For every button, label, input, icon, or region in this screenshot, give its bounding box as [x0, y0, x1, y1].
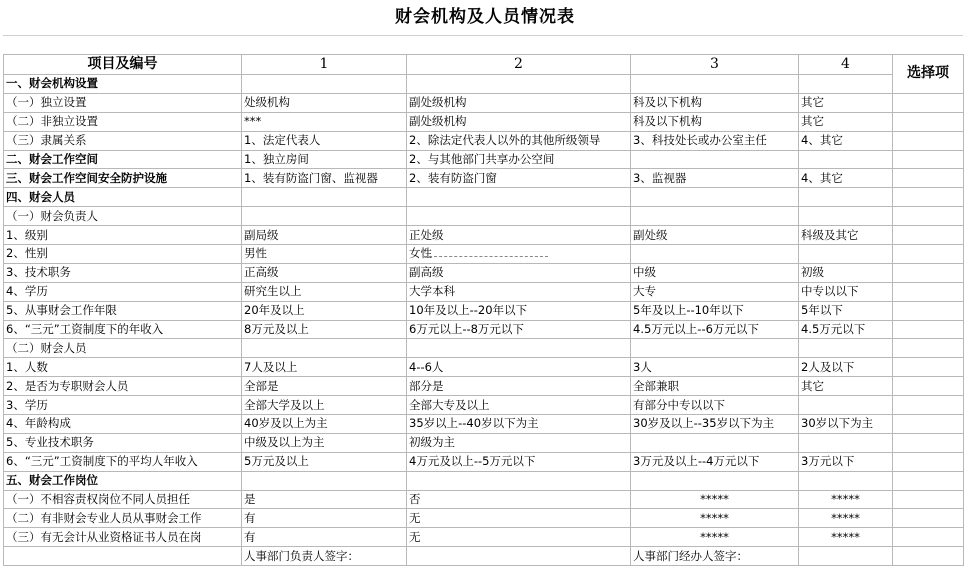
- option-cell-4[interactable]: 3万元以下: [799, 452, 893, 471]
- row-label-cell[interactable]: 5、从事财会工作年限: [4, 301, 242, 320]
- table-row: [4, 150, 964, 169]
- row-label-cell[interactable]: （三）隶属关系: [4, 131, 242, 150]
- option-cell-2[interactable]: 副处级机构: [407, 93, 631, 112]
- option-cell-3[interactable]: [631, 471, 799, 490]
- select-cell[interactable]: [893, 150, 964, 169]
- option-cell-3[interactable]: 3、科技处长或办公室主任: [631, 131, 799, 150]
- option-cell-2[interactable]: 正处级: [407, 226, 631, 245]
- table-row: [4, 207, 964, 226]
- row-label-cell[interactable]: 一、财会机构设置: [4, 75, 242, 94]
- option-cell-1[interactable]: [242, 75, 407, 94]
- table-row: [4, 528, 964, 547]
- header-row: [4, 55, 964, 75]
- row-label-cell[interactable]: （一）独立设置: [4, 93, 242, 112]
- option-cell-3[interactable]: *****: [631, 528, 799, 547]
- option-cell-3[interactable]: [631, 150, 799, 169]
- hr-head-signature-label: 人事部门负责人签字：: [242, 547, 407, 566]
- data-table: [3, 54, 964, 566]
- header-select[interactable]: 选择项: [893, 55, 964, 94]
- select-cell[interactable]: [893, 320, 964, 339]
- select-cell[interactable]: [893, 131, 964, 150]
- option-cell-2[interactable]: 初级为主: [407, 433, 631, 452]
- option-cell-1[interactable]: 20年及以上: [242, 301, 407, 320]
- option-cell-1[interactable]: 8万元及以上: [242, 320, 407, 339]
- option-cell-2[interactable]: 女性: [407, 245, 631, 264]
- option-cell-1[interactable]: [242, 339, 407, 358]
- table-row: [4, 93, 964, 112]
- row-label-cell[interactable]: （二）财会人员: [4, 339, 242, 358]
- option-cell-1[interactable]: 中级及以上为主: [242, 433, 407, 452]
- option-cell-3[interactable]: 科及以下机构: [631, 93, 799, 112]
- option-cell-4[interactable]: [799, 75, 893, 94]
- table-row: [4, 301, 964, 320]
- row-label-cell[interactable]: 4、学历: [4, 282, 242, 301]
- row-label-cell[interactable]: 3、技术职务: [4, 263, 242, 282]
- option-cell-1[interactable]: 有: [242, 528, 407, 547]
- select-cell[interactable]: [893, 112, 964, 131]
- option-cell-2[interactable]: [407, 339, 631, 358]
- sheet-title: 财会机构及人员情况表: [395, 7, 575, 27]
- option-cell-4[interactable]: 30岁以下为主: [799, 415, 893, 434]
- select-cell[interactable]: [893, 188, 964, 207]
- row-label-cell[interactable]: 1、级别: [4, 226, 242, 245]
- select-cell[interactable]: [893, 452, 964, 471]
- row-label-cell[interactable]: 2、性别: [4, 245, 242, 264]
- select-cell[interactable]: [893, 377, 964, 396]
- option-cell-3[interactable]: 3万元及以上--4万元以下: [631, 452, 799, 471]
- select-cell[interactable]: [893, 245, 964, 264]
- row-label-cell[interactable]: （二）非独立设置: [4, 112, 242, 131]
- option-cell-3[interactable]: *****: [631, 509, 799, 528]
- option-cell-4[interactable]: *****: [799, 528, 893, 547]
- table-row: [4, 282, 964, 301]
- select-cell[interactable]: [893, 93, 964, 112]
- signature-row: [4, 547, 964, 566]
- option-cell-4[interactable]: 2人及以下: [799, 358, 893, 377]
- row-label-cell[interactable]: （一）财会负责人: [4, 207, 242, 226]
- select-cell[interactable]: [893, 301, 964, 320]
- option-cell-2[interactable]: 35岁以上--40岁以下为主: [407, 415, 631, 434]
- empty-cell: [407, 547, 631, 566]
- row-label-cell[interactable]: 五、财会工作岗位: [4, 471, 242, 490]
- option-cell-3[interactable]: 30岁及以上--35岁以下为主: [631, 415, 799, 434]
- option-cell-3[interactable]: 4.5万元以上--6万元以下: [631, 320, 799, 339]
- option-cell-3[interactable]: 3人: [631, 358, 799, 377]
- option-cell-2[interactable]: 否: [407, 490, 631, 509]
- table-row: [4, 245, 964, 264]
- option-cell-3[interactable]: [631, 75, 799, 94]
- option-cell-3[interactable]: [631, 207, 799, 226]
- option-cell-1[interactable]: 1、装有防盗门窗、监视器: [242, 169, 407, 188]
- option-cell-3[interactable]: [631, 188, 799, 207]
- option-cell-4[interactable]: 4、其它: [799, 131, 893, 150]
- select-cell[interactable]: [893, 226, 964, 245]
- row-label-cell[interactable]: 三、财会工作空间安全防护设施: [4, 169, 242, 188]
- select-cell[interactable]: [893, 471, 964, 490]
- option-cell-1[interactable]: 7人及以上: [242, 358, 407, 377]
- select-cell[interactable]: [893, 396, 964, 415]
- option-cell-1[interactable]: [242, 471, 407, 490]
- option-cell-1[interactable]: 有: [242, 509, 407, 528]
- table-row: [4, 452, 964, 471]
- option-cell-1[interactable]: 全部是: [242, 377, 407, 396]
- table-row: [4, 509, 964, 528]
- option-cell-4[interactable]: [799, 433, 893, 452]
- option-cell-2[interactable]: 2、与其他部门共享办公空间: [407, 150, 631, 169]
- select-cell[interactable]: [893, 509, 964, 528]
- option-cell-4[interactable]: 科级及其它: [799, 226, 893, 245]
- dashed-fragment: [424, 256, 548, 257]
- option-cell-4[interactable]: *****: [799, 509, 893, 528]
- table-row: [4, 471, 964, 490]
- row-label-cell[interactable]: 5、专业技术职务: [4, 433, 242, 452]
- empty-cell: [893, 547, 964, 566]
- option-cell-3[interactable]: [631, 433, 799, 452]
- option-cell-1[interactable]: 是: [242, 490, 407, 509]
- option-cell-4[interactable]: 5年以下: [799, 301, 893, 320]
- option-cell-1[interactable]: 40岁及以上为主: [242, 415, 407, 434]
- row-label-cell[interactable]: 3、学历: [4, 396, 242, 415]
- table-row: [4, 112, 964, 131]
- option-cell-2[interactable]: 副高级: [407, 263, 631, 282]
- option-cell-1[interactable]: 正高级: [242, 263, 407, 282]
- option-cell-3[interactable]: 副处级: [631, 226, 799, 245]
- select-cell[interactable]: [893, 207, 964, 226]
- option-cell-3[interactable]: 有部分中专以以下: [631, 396, 799, 415]
- option-cell-4[interactable]: 4.5万元以下: [799, 320, 893, 339]
- option-cell-1[interactable]: 副局级: [242, 226, 407, 245]
- row-label-cell[interactable]: 2、是否为专职财会人员: [4, 377, 242, 396]
- option-cell-1[interactable]: [242, 207, 407, 226]
- option-cell-2[interactable]: 全部大专及以上: [407, 396, 631, 415]
- header-col-4[interactable]: 4: [799, 55, 893, 75]
- option-cell-3[interactable]: [631, 245, 799, 264]
- option-cell-3[interactable]: 5年及以上--10年以下: [631, 301, 799, 320]
- blank-row: [3, 35, 963, 55]
- option-cell-4[interactable]: [799, 471, 893, 490]
- option-cell-4[interactable]: 其它: [799, 112, 893, 131]
- option-cell-1[interactable]: 处级机构: [242, 93, 407, 112]
- option-cell-2[interactable]: 大学本科: [407, 282, 631, 301]
- select-cell[interactable]: [893, 528, 964, 547]
- option-cell-1[interactable]: ***: [242, 112, 407, 131]
- select-cell[interactable]: [893, 282, 964, 301]
- option-cell-1[interactable]: 1、独立房间: [242, 150, 407, 169]
- option-cell-2[interactable]: 副处级机构: [407, 112, 631, 131]
- option-cell-2[interactable]: [407, 75, 631, 94]
- option-cell-1[interactable]: 5万元及以上: [242, 452, 407, 471]
- option-cell-4[interactable]: 中专以以下: [799, 282, 893, 301]
- table-row: [4, 358, 964, 377]
- option-cell-3[interactable]: 全部兼职: [631, 377, 799, 396]
- table-row: [4, 75, 964, 94]
- row-label-cell[interactable]: 6、“三元”工资制度下的年收入: [4, 320, 242, 339]
- option-cell-2[interactable]: 2、装有防盗门窗: [407, 169, 631, 188]
- select-cell[interactable]: [893, 263, 964, 282]
- select-cell[interactable]: [893, 339, 964, 358]
- option-cell-4[interactable]: [799, 396, 893, 415]
- table-row: [4, 377, 964, 396]
- table-row: [4, 320, 964, 339]
- option-cell-4[interactable]: [799, 188, 893, 207]
- option-cell-2[interactable]: 无: [407, 509, 631, 528]
- option-cell-1[interactable]: 1、法定代表人: [242, 131, 407, 150]
- table-row: [4, 339, 964, 358]
- table-row: [4, 188, 964, 207]
- option-cell-1[interactable]: 研究生以上: [242, 282, 407, 301]
- option-cell-1[interactable]: 全部大学及以上: [242, 396, 407, 415]
- row-label-cell[interactable]: 4、年龄构成: [4, 415, 242, 434]
- header-col-1[interactable]: 1: [242, 55, 407, 75]
- select-cell[interactable]: [893, 169, 964, 188]
- table-row: [4, 433, 964, 452]
- option-cell-4[interactable]: *****: [799, 490, 893, 509]
- option-cell-2[interactable]: 部分是: [407, 377, 631, 396]
- header-item[interactable]: 项目及编号: [4, 55, 242, 75]
- option-cell-4[interactable]: [799, 207, 893, 226]
- select-cell[interactable]: [893, 415, 964, 434]
- option-cell-3[interactable]: [631, 339, 799, 358]
- option-cell-3[interactable]: 中级: [631, 263, 799, 282]
- row-label-cell[interactable]: （三）有无会计从业资格证书人员在岗: [4, 528, 242, 547]
- header-col-3[interactable]: 3: [631, 55, 799, 75]
- option-cell-2[interactable]: [407, 471, 631, 490]
- row-label-cell[interactable]: 四、财会人员: [4, 188, 242, 207]
- option-cell-3[interactable]: *****: [631, 490, 799, 509]
- table-row: [4, 263, 964, 282]
- select-cell[interactable]: [893, 358, 964, 377]
- option-cell-3[interactable]: 3、监视器: [631, 169, 799, 188]
- table-row: [4, 396, 964, 415]
- row-label-cell[interactable]: （一）不相容责权岗位不同人员担任: [4, 490, 242, 509]
- option-cell-3[interactable]: 大专: [631, 282, 799, 301]
- row-label-cell[interactable]: 6、“三元”工资制度下的平均人年收入: [4, 452, 242, 471]
- option-cell-4[interactable]: [799, 339, 893, 358]
- table-row: [4, 226, 964, 245]
- row-label-cell[interactable]: （二）有非财会专业人员从事财会工作: [4, 509, 242, 528]
- empty-cell: [799, 547, 893, 566]
- empty-cell: [4, 547, 242, 566]
- row-label-cell[interactable]: 二、财会工作空间: [4, 150, 242, 169]
- option-cell-4[interactable]: 4、其它: [799, 169, 893, 188]
- option-cell-2[interactable]: 4万元及以上--5万元以下: [407, 452, 631, 471]
- table-row: [4, 169, 964, 188]
- table-row: [4, 490, 964, 509]
- option-cell-4[interactable]: [799, 245, 893, 264]
- option-cell-1[interactable]: [242, 188, 407, 207]
- hr-handler-signature-label: 人事部门经办人签字：: [631, 547, 799, 566]
- option-cell-2[interactable]: [407, 188, 631, 207]
- table-row: [4, 131, 964, 150]
- option-cell-1[interactable]: 男性: [242, 245, 407, 264]
- option-cell-4[interactable]: [799, 150, 893, 169]
- select-cell[interactable]: [893, 433, 964, 452]
- select-cell[interactable]: [893, 490, 964, 509]
- option-cell-4[interactable]: 其它: [799, 93, 893, 112]
- option-cell-2[interactable]: [407, 207, 631, 226]
- row-label-cell[interactable]: 1、人数: [4, 358, 242, 377]
- option-cell-2[interactable]: 无: [407, 528, 631, 547]
- option-cell-2[interactable]: 4--6人: [407, 358, 631, 377]
- table-row: [4, 415, 964, 434]
- option-cell-2[interactable]: 10年及以上--20年以下: [407, 301, 631, 320]
- option-cell-2[interactable]: 2、除法定代表人以外的其他所级领导: [407, 131, 631, 150]
- header-col-2[interactable]: 2: [407, 55, 631, 75]
- option-cell-4[interactable]: 初级: [799, 263, 893, 282]
- option-cell-4[interactable]: 其它: [799, 377, 893, 396]
- option-cell-2[interactable]: 6万元以上--8万元以下: [407, 320, 631, 339]
- option-cell-3[interactable]: 科及以下机构: [631, 112, 799, 131]
